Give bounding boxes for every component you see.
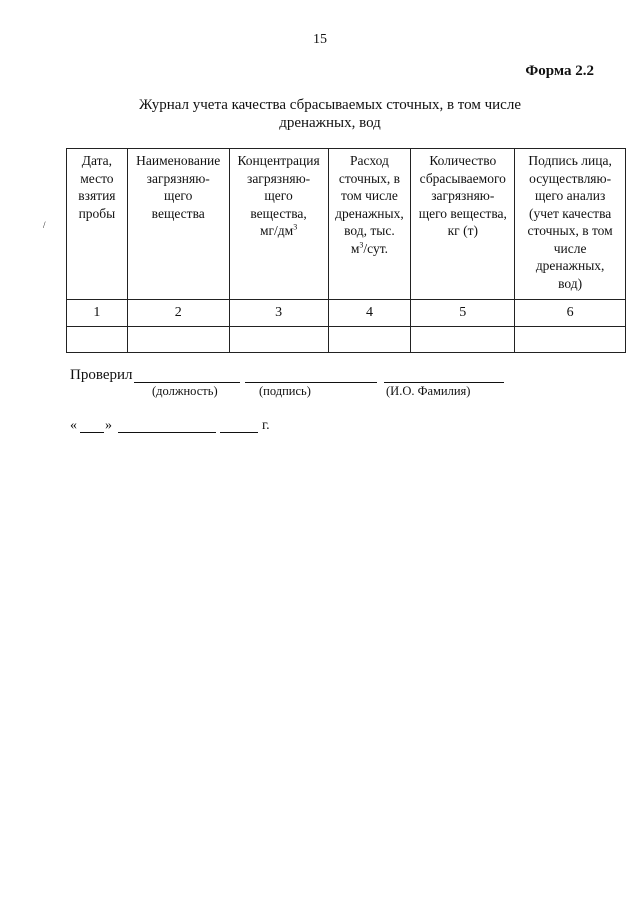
empty-entry-row — [67, 327, 626, 353]
column-number: 1 — [67, 300, 128, 327]
header-date-place: Дата, место взятия пробы — [67, 149, 128, 300]
empty-cell[interactable] — [328, 327, 411, 353]
date-close-quote: » — [105, 418, 112, 433]
signature-caption: (подпись) — [259, 384, 311, 398]
page-number: 15 — [313, 32, 327, 47]
empty-cell[interactable] — [67, 327, 128, 353]
date-open-quote: « — [70, 418, 77, 433]
column-number-row — [67, 300, 626, 327]
title-line-1: Журнал учета качества сбрасываемых сточных, в том числе — [139, 97, 521, 113]
empty-cell[interactable] — [229, 327, 328, 353]
position-caption: (должность) — [152, 384, 218, 398]
column-number: 4 — [328, 300, 411, 327]
empty-cell[interactable] — [127, 327, 229, 353]
position-line[interactable] — [134, 382, 240, 383]
column-number: 2 — [127, 300, 229, 327]
form-label: Форма 2.2 — [525, 63, 594, 79]
title-line-2: дренажных, вод — [279, 115, 381, 131]
empty-cell[interactable] — [515, 327, 626, 353]
header-analyst-signature: Подпись лица, осуществляю- щего анализ (учет качества сточных, в том числе дренажных, вод) — [515, 149, 626, 300]
year-line[interactable] — [220, 432, 258, 433]
column-number: 3 — [229, 300, 328, 327]
journal-table — [66, 148, 626, 353]
header-concentration: Концентрация загрязняю- щего вещества, $мг/дм^3$ — [229, 149, 328, 300]
table-header-row — [67, 149, 626, 300]
header-discharge-volume: Расход сточных, в том числе дренажных, вод, тыс. $м^3$/сут. — [328, 149, 411, 300]
name-line[interactable] — [384, 382, 504, 383]
year-suffix: г. — [262, 418, 270, 433]
header-pollutant-amount: Количество сбрасываемого загрязняю- щего вещества, кг (т) — [411, 149, 515, 300]
name-caption: (И.О. Фамилия) — [386, 384, 471, 398]
margin-mark: / — [43, 220, 46, 230]
header-pollutant-name: Наименование загрязняю- щего вещества — [127, 149, 229, 300]
empty-cell[interactable] — [411, 327, 515, 353]
signature-line[interactable] — [245, 382, 377, 383]
document-title — [100, 96, 560, 132]
checked-by-label: Проверил — [70, 367, 133, 383]
day-line[interactable] — [80, 432, 104, 433]
column-number: 6 — [515, 300, 626, 327]
column-number: 5 — [411, 300, 515, 327]
month-line[interactable] — [118, 432, 216, 433]
